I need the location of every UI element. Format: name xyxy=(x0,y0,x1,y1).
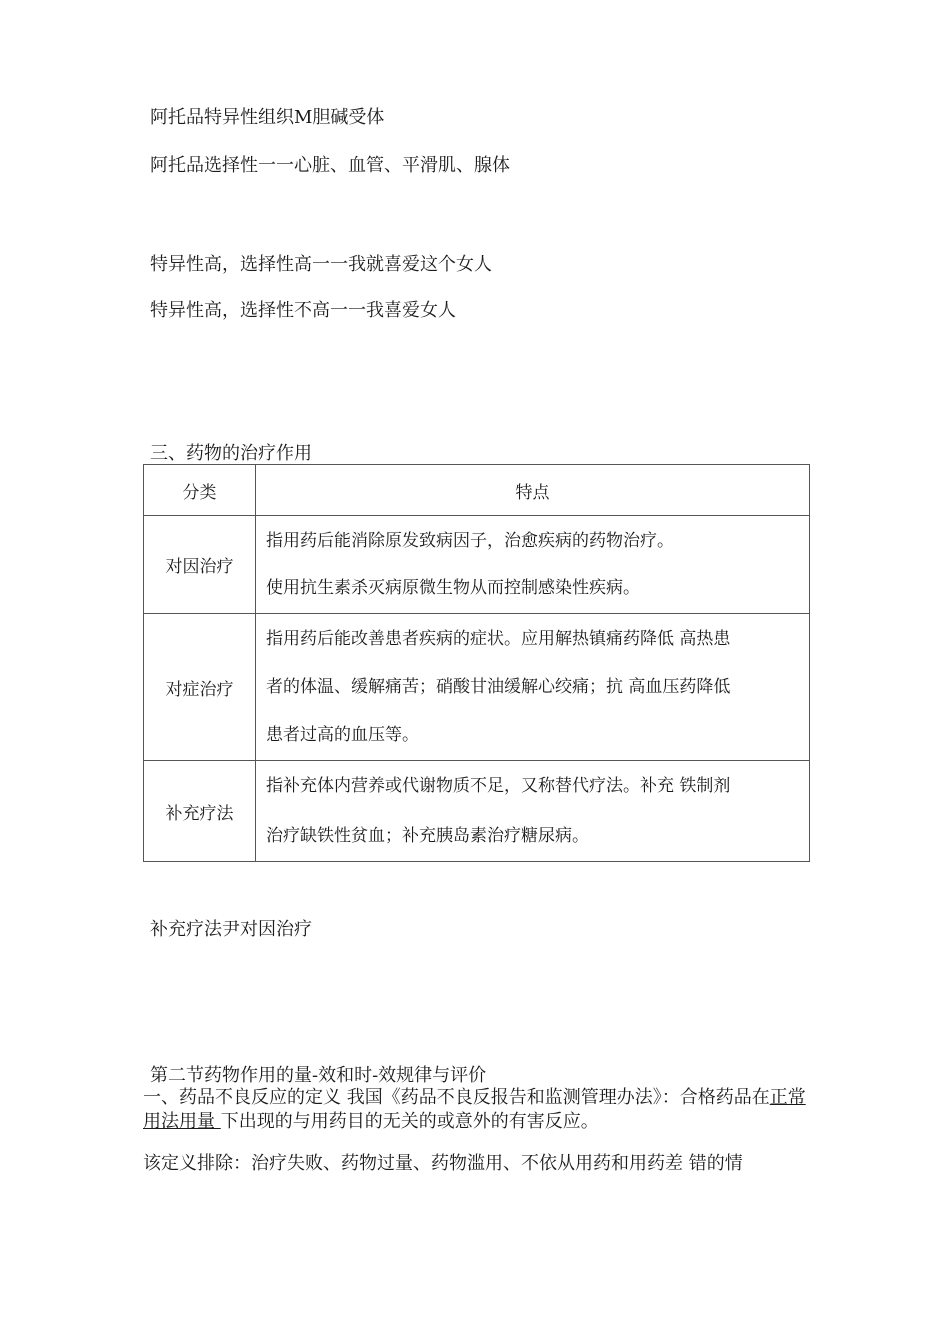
line-atropine-specificity: 阿托品特异性组织M胆碱受体 xyxy=(150,107,385,128)
section-2-title: 第二节药物作用的量-效和时-效规律与评价 xyxy=(150,1065,487,1086)
row-category: 补充疗法 xyxy=(144,761,256,862)
definition-exclusions: 该定义排除：治疗失败、药物过量、药物滥用、不依从用药和用药差 错的情 xyxy=(143,1153,743,1174)
feature-line: 指补充体内营养或代谢物质不足，又称替代疗法。补充 铁制剂 xyxy=(266,776,731,796)
row-feature xyxy=(256,614,810,761)
table-row xyxy=(144,761,810,862)
feature-line: 指用药后能改善患者疾病的症状。应用解热镇痛药降低 高热患 xyxy=(266,629,731,649)
feature-line: 患者过高的血压等。 xyxy=(266,725,419,745)
section-title-therapeutic-effects: 三、药物的治疗作用 xyxy=(150,443,312,464)
note-supplement-vs-causal: 补充疗法尹对因治疗 xyxy=(150,919,312,940)
feature-line: 者的体温、缓解痛苦；硝酸甘油缓解心绞痛；抗 高血压药降低 xyxy=(266,677,731,697)
row-feature xyxy=(256,761,810,862)
table-row xyxy=(144,516,810,614)
definition-text-2: 下出现的与用药目的无关的或意外的有害反应。 xyxy=(220,1111,599,1132)
table-row xyxy=(144,614,810,761)
definition-text-1: 一、药品不良反应的定义 我国《药品不良反报告和监测管理办法》：合格药品在 xyxy=(143,1087,770,1108)
header-feature: 特点 xyxy=(256,465,810,516)
header-category: 分类 xyxy=(144,465,256,516)
definition-underlined-text: 正常用法用量 xyxy=(143,1087,806,1132)
line-analogy-1: 特异性高，选择性高一一我就喜爱这个女人 xyxy=(150,254,492,275)
row-feature xyxy=(256,516,810,614)
line-analogy-2: 特异性高，选择性不高一一我喜爱女人 xyxy=(150,300,456,321)
table-header-row xyxy=(144,465,810,516)
feature-line: 治疗缺铁性贫血；补充胰岛素治疗糖尿病。 xyxy=(266,826,589,846)
feature-line: 指用药后能消除原发致病因子，治愈疾病的药物治疗。 xyxy=(266,530,674,551)
adverse-reaction-definition xyxy=(143,1086,813,1134)
feature-line: 使用抗生素杀灭病原微生物从而控制感染性疾病。 xyxy=(266,577,640,598)
row-category: 对症治疗 xyxy=(144,614,256,761)
row-category: 对因治疗 xyxy=(144,516,256,614)
therapeutic-effects-table xyxy=(143,464,810,862)
line-atropine-selectivity: 阿托品选择性一一心脏、血管、平滑肌、腺体 xyxy=(150,155,510,176)
